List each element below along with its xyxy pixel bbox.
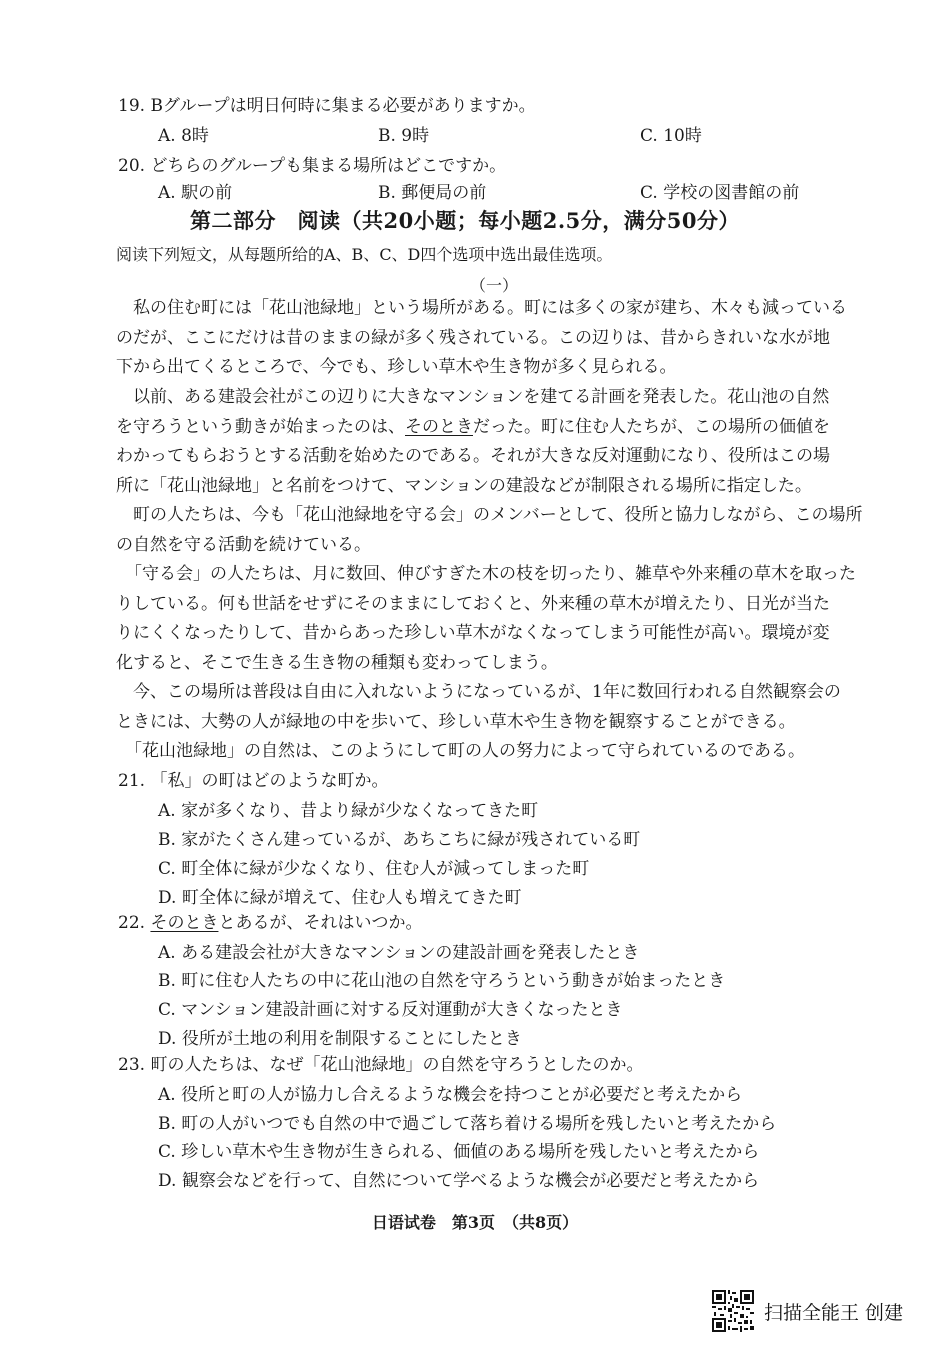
scanner-watermark	[712, 1290, 903, 1332]
section-instruction: 阅读下列短文，从每题所给的A、B、C、D四个选项中选出最佳选项。	[116, 245, 613, 264]
passage-line: りにくくなったりして、昔からあった珍しい草木がなくなってしまう可能性が高い。環境が変	[116, 623, 830, 643]
watermark-text: 扫描全能王 创建	[764, 1301, 904, 1324]
passage-line: ときには、大勢の人が緑地の中を歩いて、珍しい草木や生き物を観察することができる。	[116, 711, 796, 732]
q20-option-a: A. 駅の前	[158, 183, 233, 203]
qr-code-icon	[712, 1290, 754, 1332]
q21-option-b: B. 家がたくさん建っているが、あちこちに緑が残されている町	[158, 830, 641, 850]
underlined-phrase: そのとき	[405, 416, 473, 437]
passage-paragraph-3	[116, 501, 896, 560]
section-title: 第二部分 阅读（共20小题；每小题2.5分，满分50分）	[190, 208, 740, 233]
q22-option-d: D. 役所が土地の利用を制限することにしたとき	[158, 1029, 522, 1049]
passage-line: 下から出てくるところで、今でも、珍しい草木や生き物が多く見られる。	[116, 357, 677, 377]
question-19: 19. Bグループは明日何時に集まる必要がありますか。	[118, 96, 536, 116]
passage-line: 化すると、そこで生きる生き物の種類も変わってしまう。	[116, 652, 558, 673]
page-footer: 日语试卷 第3页 （共8页）	[371, 1213, 579, 1232]
q19-option-c: C. 10時	[640, 126, 702, 146]
passage-line: 今、この場所は普段は自由に入れないようになっているが、1年に数回行われる自然観察会の	[133, 682, 841, 702]
passage-text: を守ろうという動きが始まったのは、	[116, 416, 405, 437]
passage-line: 「花山池緑地」の自然は、このようにして町の人の努力によって守られているのである。	[125, 741, 805, 761]
q21-option-a: A. 家が多くなり、昔より緑が少なくなってきた町	[158, 801, 539, 821]
q20-option-c: C. 学校の図書館の前	[640, 183, 800, 203]
question-text: とあるが、それはいつか。	[218, 913, 423, 933]
passage-paragraph-1	[116, 294, 896, 383]
question-20: 20. どちらのグループも集まる場所はどこですか。	[118, 156, 507, 176]
passage-line: 所に「花山池緑地」と名前をつけて、マンションの建設などが制限される場所に指定した。	[116, 475, 812, 496]
underlined-phrase: そのとき	[150, 913, 219, 933]
passage-line: 町の人たちは、今も「花山池緑地を守る会」のメンバーとして、役所と協力しながら、この場所	[133, 505, 863, 525]
passage-paragraph-6	[116, 737, 896, 767]
q19-option-a: A. 8時	[158, 126, 209, 146]
passage-line: のだが、ここにだけは昔のままの緑が多く残されている。この辺りは、昔からきれいな水が地	[116, 327, 830, 348]
passage-paragraph-5	[116, 678, 896, 737]
question-22	[118, 912, 422, 934]
passage-text: だった。町に住む人たちが、この場所の価値を	[473, 416, 830, 437]
question-number: 22.	[118, 913, 151, 933]
passage-paragraph-4	[116, 560, 896, 678]
passage-paragraph-2	[116, 383, 896, 501]
q23-option-b: B. 町の人がいつでも自然の中で過ごして落ち着ける場所を残したいと考えたから	[158, 1114, 777, 1134]
q22-option-b: B. 町に住む人たちの中に花山池の自然を守ろうという動きが始まったとき	[158, 971, 726, 991]
passage-number: （一）	[470, 276, 519, 295]
q21-option-c: C. 町全体に緑が少なくなり、住む人が減ってしまった町	[158, 859, 590, 879]
q20-option-b: B. 郵便局の前	[378, 183, 487, 203]
q22-option-a: A. ある建設会社が大きなマンションの建設計画を発表したとき	[158, 943, 640, 963]
passage-line: の自然を守る活動を続けている。	[116, 534, 371, 555]
q23-option-a: A. 役所と町の人が協力し合えるような機会を持つことが必要だと考えたから	[158, 1085, 743, 1105]
passage-line: わかってもらおうとする活動を始めたのである。それが大きな反対運動になり、役所はこの場	[116, 446, 830, 466]
q23-option-d: D. 観察会などを行って、自然について学べるような機会が必要だと考えたから	[158, 1171, 760, 1191]
question-21: 21. 「私」の町はどのような町か。	[118, 771, 389, 791]
q22-option-c: C. マンション建設計画に対する反対運動が大きくなったとき	[158, 1000, 623, 1020]
q19-option-b: B. 9時	[378, 126, 430, 146]
passage-line: りしている。何も世話をせずにそのままにしておくと、外来種の草木が増えたり、日光が当た	[116, 593, 830, 614]
passage-line	[116, 413, 896, 443]
q23-option-c: C. 珍しい草木や生き物が生きられる、価値のある場所を残したいと考えたから	[158, 1142, 760, 1162]
question-23: 23. 町の人たちは、なぜ「花山池緑地」の自然を守ろうとしたのか。	[118, 1055, 644, 1075]
passage-line: 以前、ある建設会社がこの辺りに大きなマンションを建てる計画を発表した。花山池の自然	[133, 387, 830, 407]
q21-option-d: D. 町全体に緑が増えて、住む人も増えてきた町	[158, 888, 522, 908]
passage-line: 私の住む町には「花山池緑地」という場所がある。町には多くの家が建ち、木々も減っている	[133, 298, 847, 318]
passage-line: 「守る会」の人たちは、月に数回、伸びすぎた木の枝を切ったり、雑草や外来種の草木を取った	[125, 564, 856, 584]
